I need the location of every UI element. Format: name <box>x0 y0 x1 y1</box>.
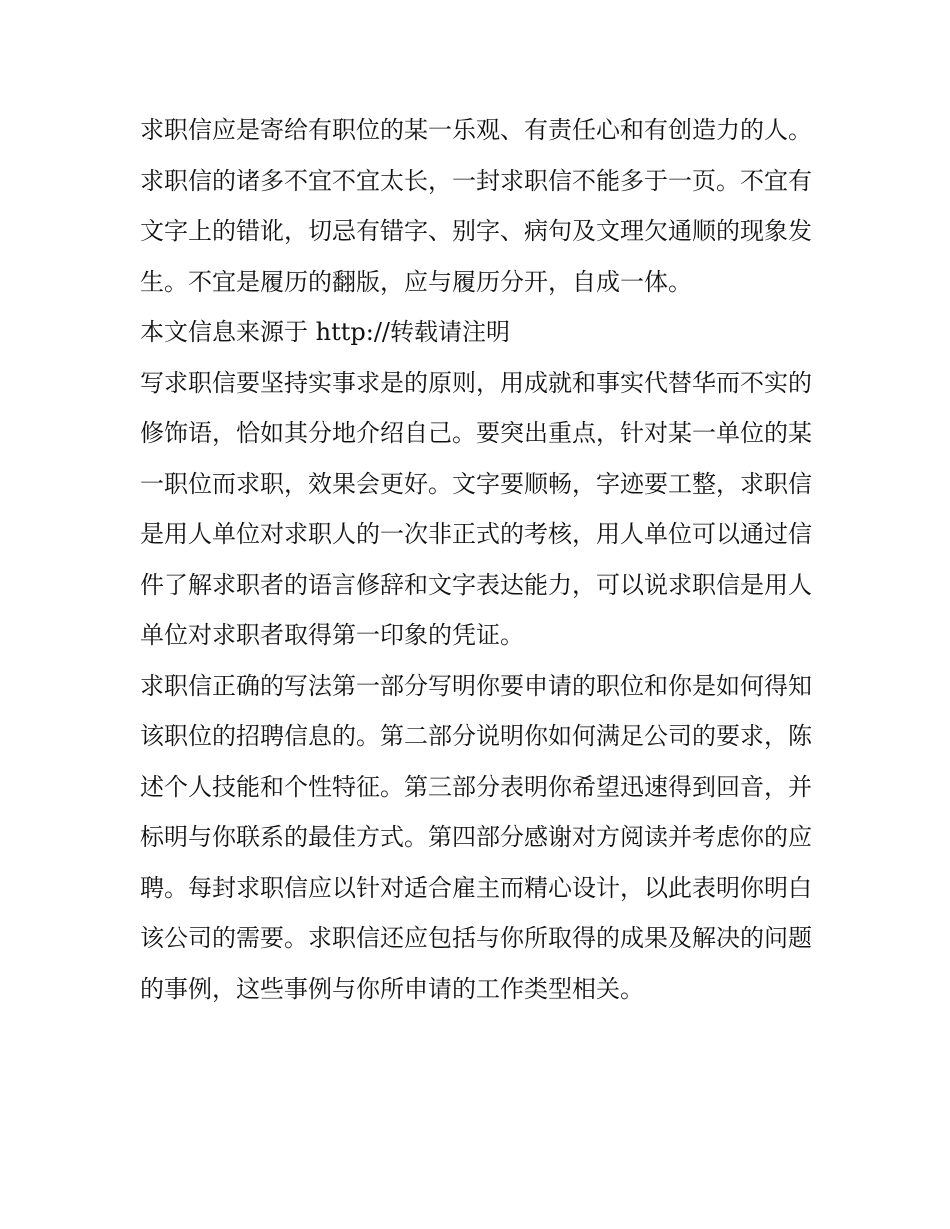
paragraph-structure: 求职信正确的写法第一部分写明你要申请的职位和你是如何得知该职位的招聘信息的。第二部分说明你如何满足公司的要求，陈述个人技能和个性特征。第三部分表明你希望迅速得到回音，并标明与你联系的最佳方式。第四部分感谢对方阅读并考虑你的应聘。每封求职信应以针对适合雇主而精心设计，以此表明你明白该公司的需要。求职信还应包括与你所取得的成果及解决的问题的事例，这些事例与你所申请的工作类型相关。 <box>140 671 812 1003</box>
paragraph-donts: 求职信的诸多不宜不宜太长，一封求职信不能多于一页。不宜有文字上的错讹，切忌有错字、别字、病句及文理欠通顺的现象发生。不宜是履历的翻版，应与履历分开，自成一体。 <box>140 166 812 296</box>
paragraph-recipient: 求职信应是寄给有职位的某一乐观、有责任心和有创造力的人。 <box>140 116 812 144</box>
document-body <box>140 105 812 1014</box>
paragraph-source-note: 本文信息来源于 http://转载请注明 <box>140 318 510 346</box>
paragraph-principles: 写求职信要坚持实事求是的原则，用成就和事实代替华而不实的修饰语，恰如其分地介绍自己。要突出重点，针对某一单位的某一职位而求职，效果会更好。文字要顺畅，字迹要工整，求职信是用人单位对求职人的一次非正式的考核，用人单位可以通过信件了解求职者的语言修辞和文字表达能力，可以说求职信是用人单位对求职者取得第一印象的凭证。 <box>140 368 812 649</box>
